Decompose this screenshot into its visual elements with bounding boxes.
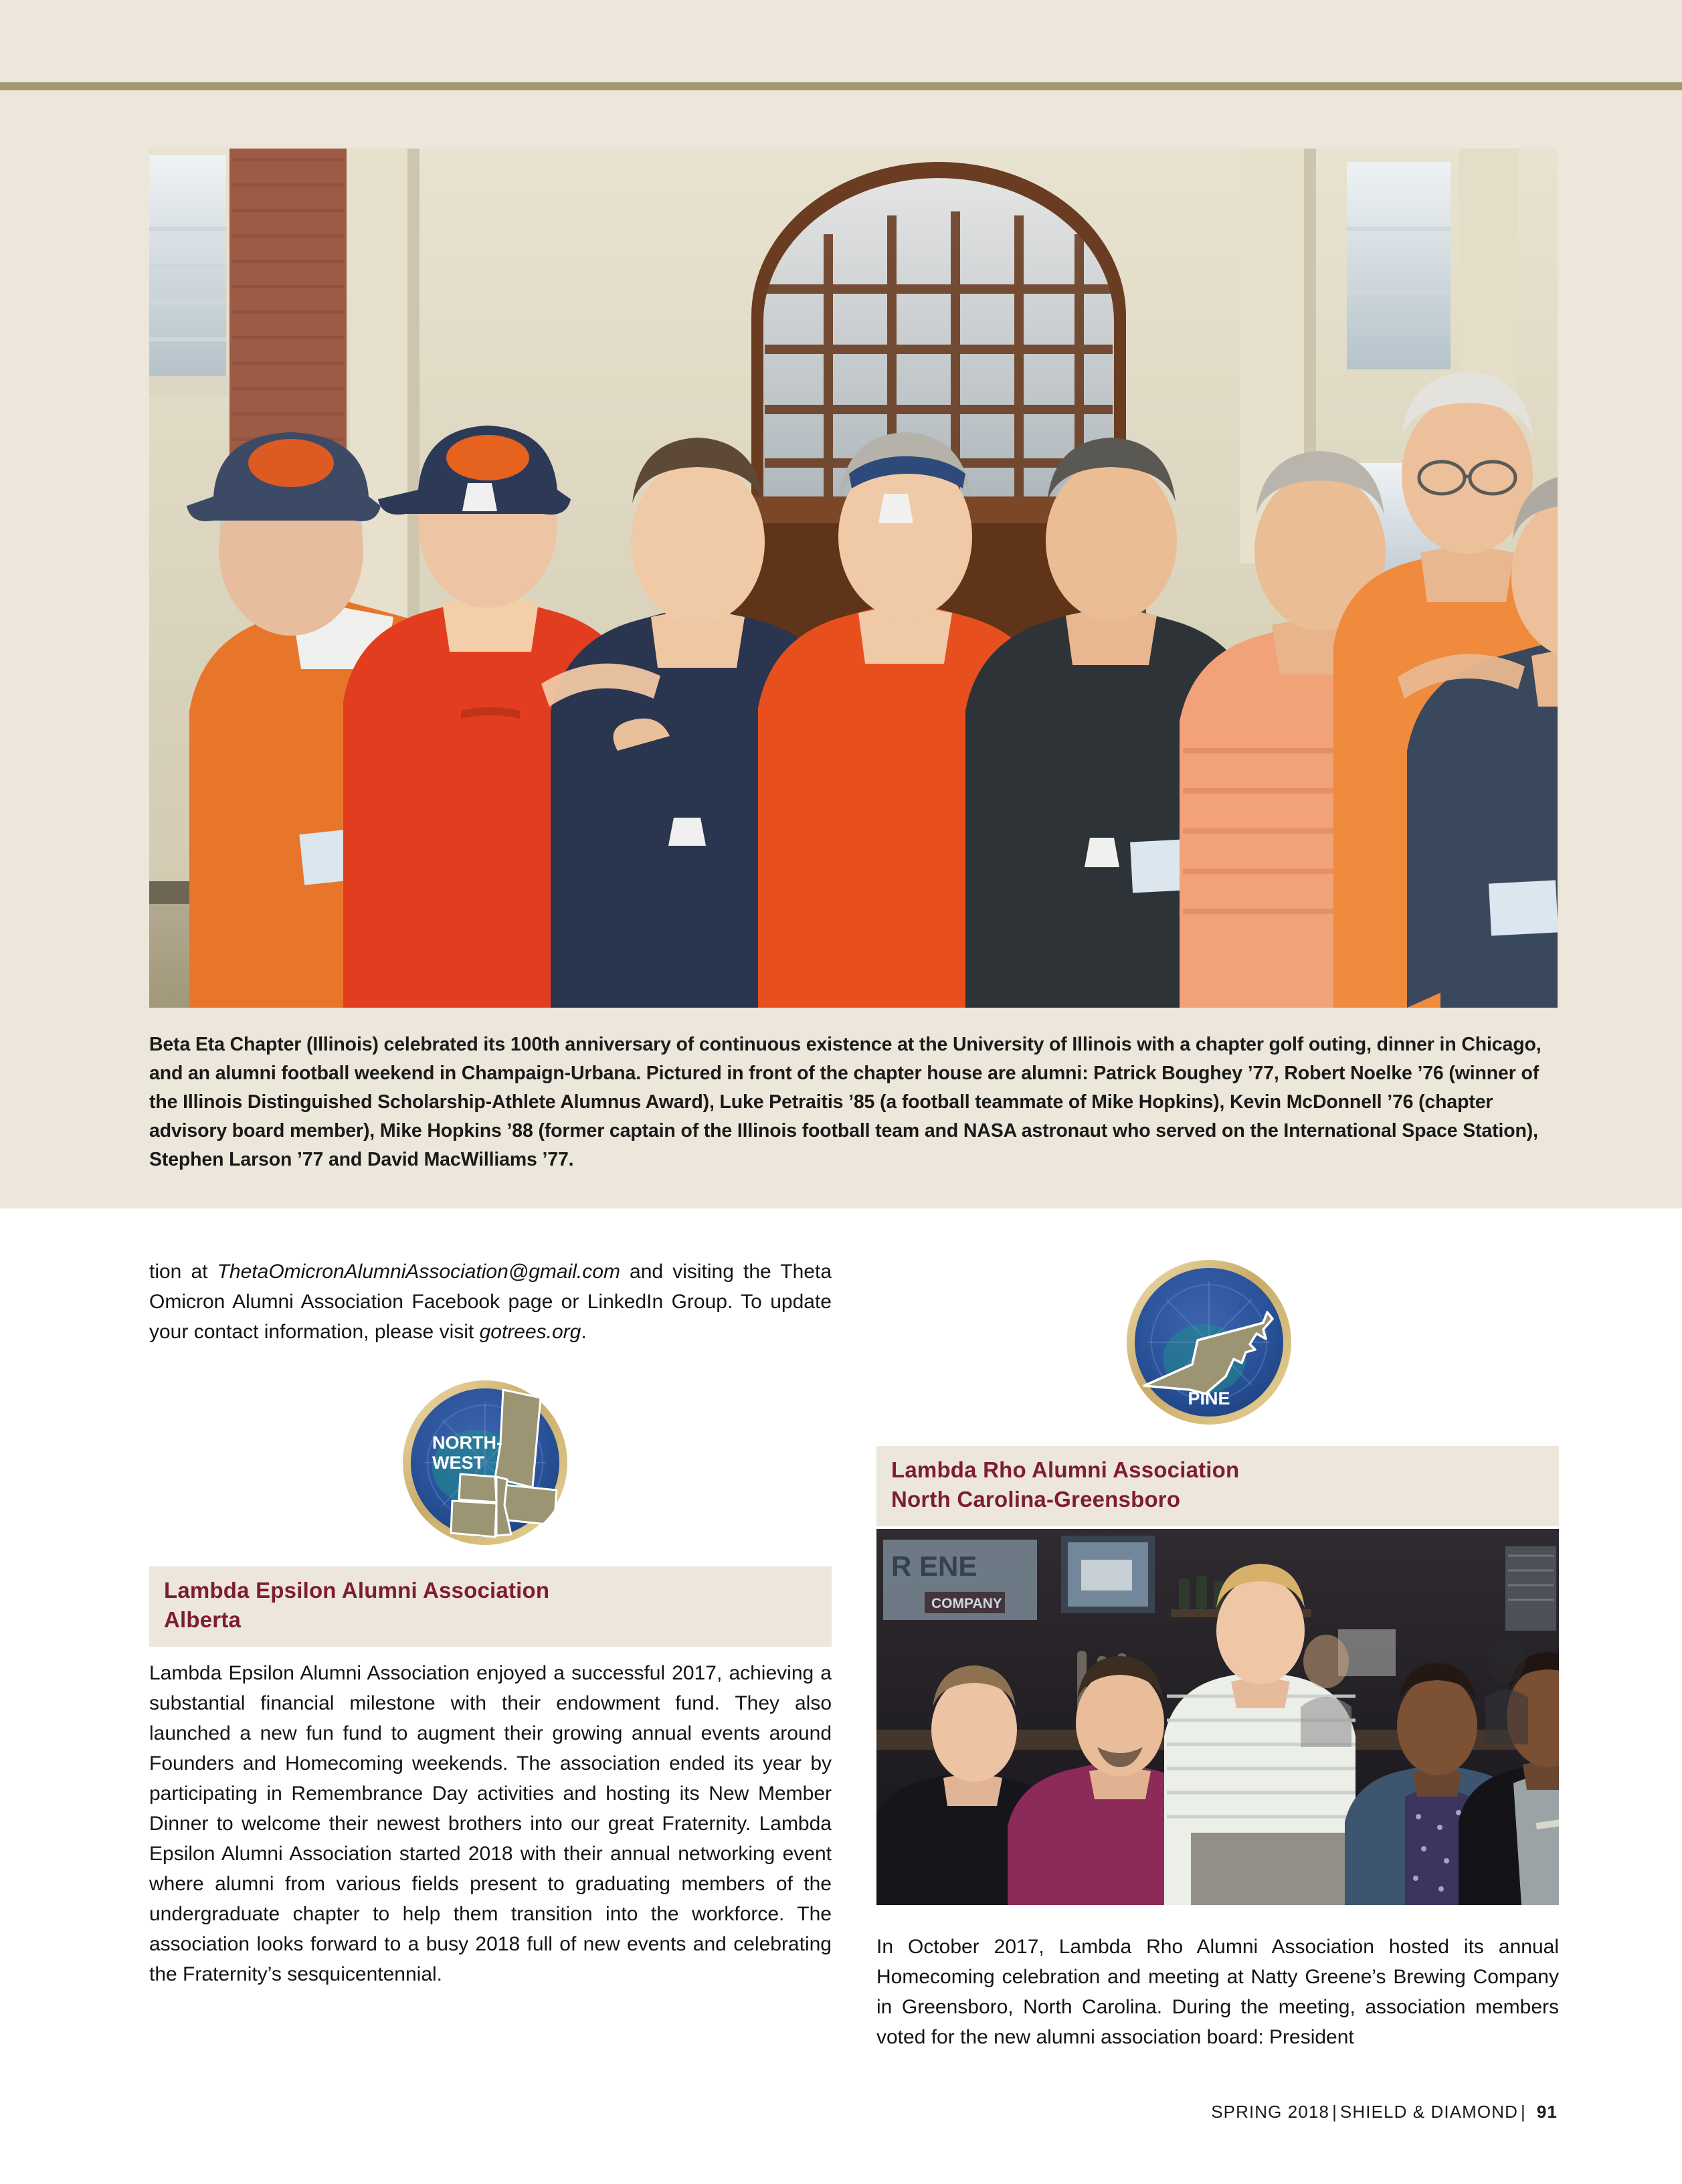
- section-header-lambda-rho: [876, 1446, 1559, 1526]
- footer-separator-1: |: [1332, 2102, 1337, 2122]
- footer-issue: SPRING 2018: [1211, 2102, 1330, 2122]
- region-badge-pine: [1125, 1259, 1293, 1426]
- email-address: ThetaOmicronAlumniAssociation@gmail.com: [217, 1261, 620, 1283]
- lambda-epsilon-body-text: Lambda Epsilon Alumni Association enjoyed a successful 2017, achieving a substantial financial milestone with their endowment fund. They also launched a new fun fund to augment their growing annual events around Founders and Homecoming weekends. The association ended its year by participating in Remembrance Day activities and hosting its New Member Dinner to welcome their newest brothers into our great Fraternity. Lambda Epsilon Alumni Association started 2018 with their annual networking event where alumni from various fields present to graduating members of the undergraduate chapter to help them transition into the workforce. The association looks forward to a busy 2018 full of new events and celebrating the Fraternity’s sesquicentennial.: [149, 1662, 832, 1985]
- footer-separator-2: |: [1521, 2102, 1526, 2122]
- hero-photo-illustration: [149, 149, 1558, 1008]
- section-heading-line-1: Lambda Epsilon Alumni Association: [164, 1578, 550, 1603]
- pine-badge-label: PINE: [1188, 1388, 1230, 1408]
- region-badge-northwest: [401, 1379, 569, 1546]
- intro-text-part2: and visiting the Theta Omicron Alumni Association Facebook page or LinkedIn Group. To update your contact information, please visit: [149, 1261, 832, 1343]
- hero-caption: Beta Eta Chapter (Illinois) celebrated its 100th anniversary of continuous existence at the University of Illinois with a chapter golf outing, dinner in Chicago, and an alumni football weekend in Champaign-Urbana. Pictured in front of the chapter house are alumni: Patrick Boughey ’77, Robert Noelke ’76 (winner of the Illinois Distinguished Scholarship-Athlete Alumnus Award), Luke Petraitis ’85 (a football teammate of Mike Hopkins), Kevin McDonnell ’76 (chapter advisory board member), Mike Hopkins ’88 (former captain of the Illinois football team and NASA astronaut who served on the International Space Station), Stephen Larson ’77 and David MacWilliams ’77.: [149, 1034, 1541, 1170]
- hero-photograph: [149, 149, 1558, 1008]
- section-header-lambda-epsilon: [149, 1566, 832, 1647]
- svg-text:R ENE: R ENE: [891, 1550, 977, 1582]
- northwest-badge-graphic: [401, 1379, 569, 1546]
- section-heading-line-2: North Carolina-Greensboro: [891, 1487, 1181, 1512]
- northwest-badge-label-line2: WEST: [432, 1453, 484, 1473]
- top-horizontal-rule: [0, 82, 1682, 90]
- rho-photo-illustration: [876, 1529, 1559, 1905]
- page-footer: [1211, 2102, 1558, 2122]
- section-heading-line-1: Lambda Rho Alumni Association: [891, 1457, 1240, 1482]
- lambda-rho-body-text: In October 2017, Lambda Rho Alumni Association hosted its annual Homecoming celebration and meeting at Natty Greene’s Brewing Company in Greensboro, North Carolina. During the meeting, association members voted for the new alumni association board: President: [876, 1936, 1559, 2048]
- intro-text-part3: .: [581, 1321, 587, 1343]
- section-heading-line-2: Alberta: [164, 1607, 242, 1632]
- intro-paragraph: [149, 1257, 832, 1347]
- svg-text:COMPANY: COMPANY: [931, 1596, 1002, 1611]
- northwest-badge-label-line1: NORTH-: [432, 1433, 502, 1453]
- intro-text-part1: tion at: [149, 1261, 217, 1283]
- website-address: gotrees.org: [479, 1321, 581, 1343]
- footer-publication: SHIELD & DIAMOND: [1339, 2102, 1519, 2122]
- lambda-rho-photograph: [876, 1529, 1559, 1905]
- footer-page-number: 91: [1536, 2102, 1558, 2122]
- pine-badge-graphic: [1125, 1259, 1293, 1426]
